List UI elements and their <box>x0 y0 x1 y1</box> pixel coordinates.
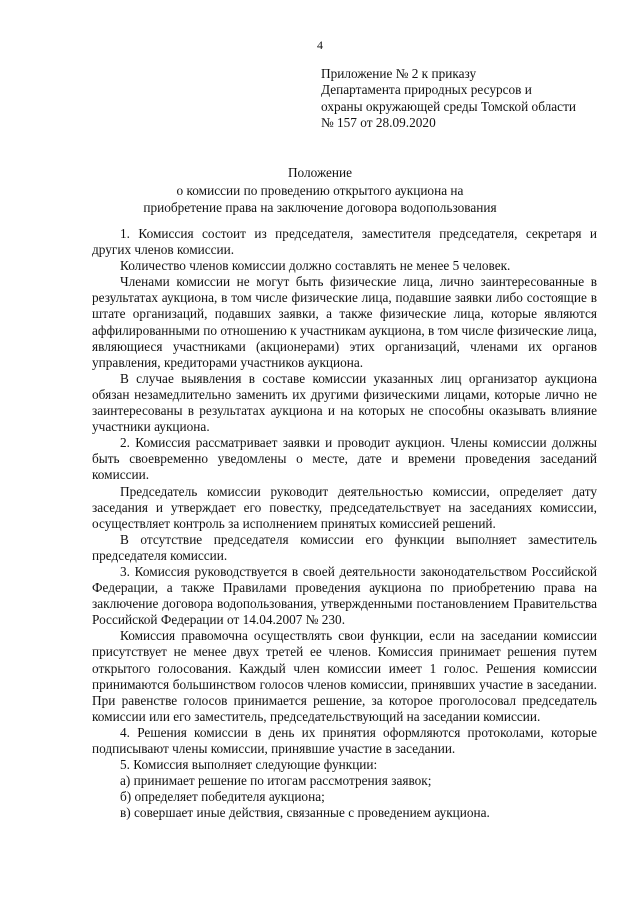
paragraph-9: Комиссия правомочна осуществлять свои функции, если на заседании комиссии присутствует не менее двух третей ее членов. Комиссия принимает решения путем открытого голосования. Каждый член комиссии имеет 1 голос. Решения комиссии принимаются большинством голосов членов комиссии, принявших участие в заседании. При равенстве голосов принимается решение, за которое проголосовал председатель комиссии или его заместитель, председательствующий на заседании комиссии. <box>92 628 597 724</box>
appendix-line: охраны окружающей среды Томской области <box>321 98 577 114</box>
appendix-line: Приложение № 2 к приказу <box>321 66 477 81</box>
list-item-c: в) совершает иные действия, связанные с проведением аукциона. <box>120 805 490 821</box>
paragraph-6: Председатель комиссии руководит деятельностью комиссии, определяет дату заседания и утверждает его повестку, председательствует на заседаниях комиссии, осуществляет контроль за исполнением принятых комиссией решений. <box>92 483 597 531</box>
list-item-a: а) принимает решение по итогам рассмотрения заявок; <box>120 773 432 789</box>
paragraph-1: 1. Комиссия состоит из председателя, заместителя председателя, секретаря и других членов комиссии. <box>92 226 597 258</box>
document-title <box>60 164 580 217</box>
paragraph-10: 4. Решения комиссии в день их принятия оформляются протоколами, которые подписывают члены комиссии, принявшие участие в заседании. <box>92 724 597 756</box>
paragraph-3: Членами комиссии не могут быть физические лица, лично заинтересованные в результатах аукциона, в том числе физические лица, подавшие заявки либо состоящие в штате организаций, подавших заявки, а также физические лица, которые являются аффилированными по отношению к участникам аукциона, в том числе физические лица, являющиеся участниками (акционерами) этих организаций, членами их органов управления, кредиторами участников аукциона. <box>92 274 597 370</box>
paragraph-11: 5. Комиссия выполняет следующие функции: <box>120 757 378 773</box>
page-number: 4 <box>317 38 323 52</box>
list-item-b: б) определяет победителя аукциона; <box>120 789 325 805</box>
paragraph-2: Количество членов комиссии должно составлять не менее 5 человек. <box>120 258 511 274</box>
title-line: о комиссии по проведению открытого аукциона на <box>176 182 464 198</box>
paragraph-7: В отсутствие председателя комиссии его функции выполняет заместитель председателя комиссии. <box>92 531 597 563</box>
title-line: Положение <box>287 165 353 180</box>
appendix-line: Департамента природных ресурсов и <box>321 82 532 98</box>
paragraph-8: 3. Комиссия руководствуется в своей деятельности законодательством Российской Федерации, а также Правилами проведения аукциона по приобретению права на заключение договора водопользования, утвержденными постановлением Правительства Российской Федерации от 14.04.2007 № 230. <box>92 563 597 628</box>
paragraph-5: 2. Комиссия рассматривает заявки и проводит аукцион. Члены комиссии должны быть своевременно уведомлены о месте, дате и времени проведения заседаний комиссии. <box>92 435 597 483</box>
appendix-header <box>321 66 621 131</box>
title-line: приобретение права на заключение договора водопользования <box>143 200 497 215</box>
document-body <box>92 226 597 821</box>
paragraph-4: В случае выявления в составе комиссии указанных лиц организатор аукциона обязан незамедлительно заменить их другими физическими лицами, которые лично не заинтересованы в результатах аукциона и на которых не способны оказывать влияние участники аукциона. <box>92 370 597 435</box>
appendix-line: № 157 от 28.09.2020 <box>321 114 436 130</box>
